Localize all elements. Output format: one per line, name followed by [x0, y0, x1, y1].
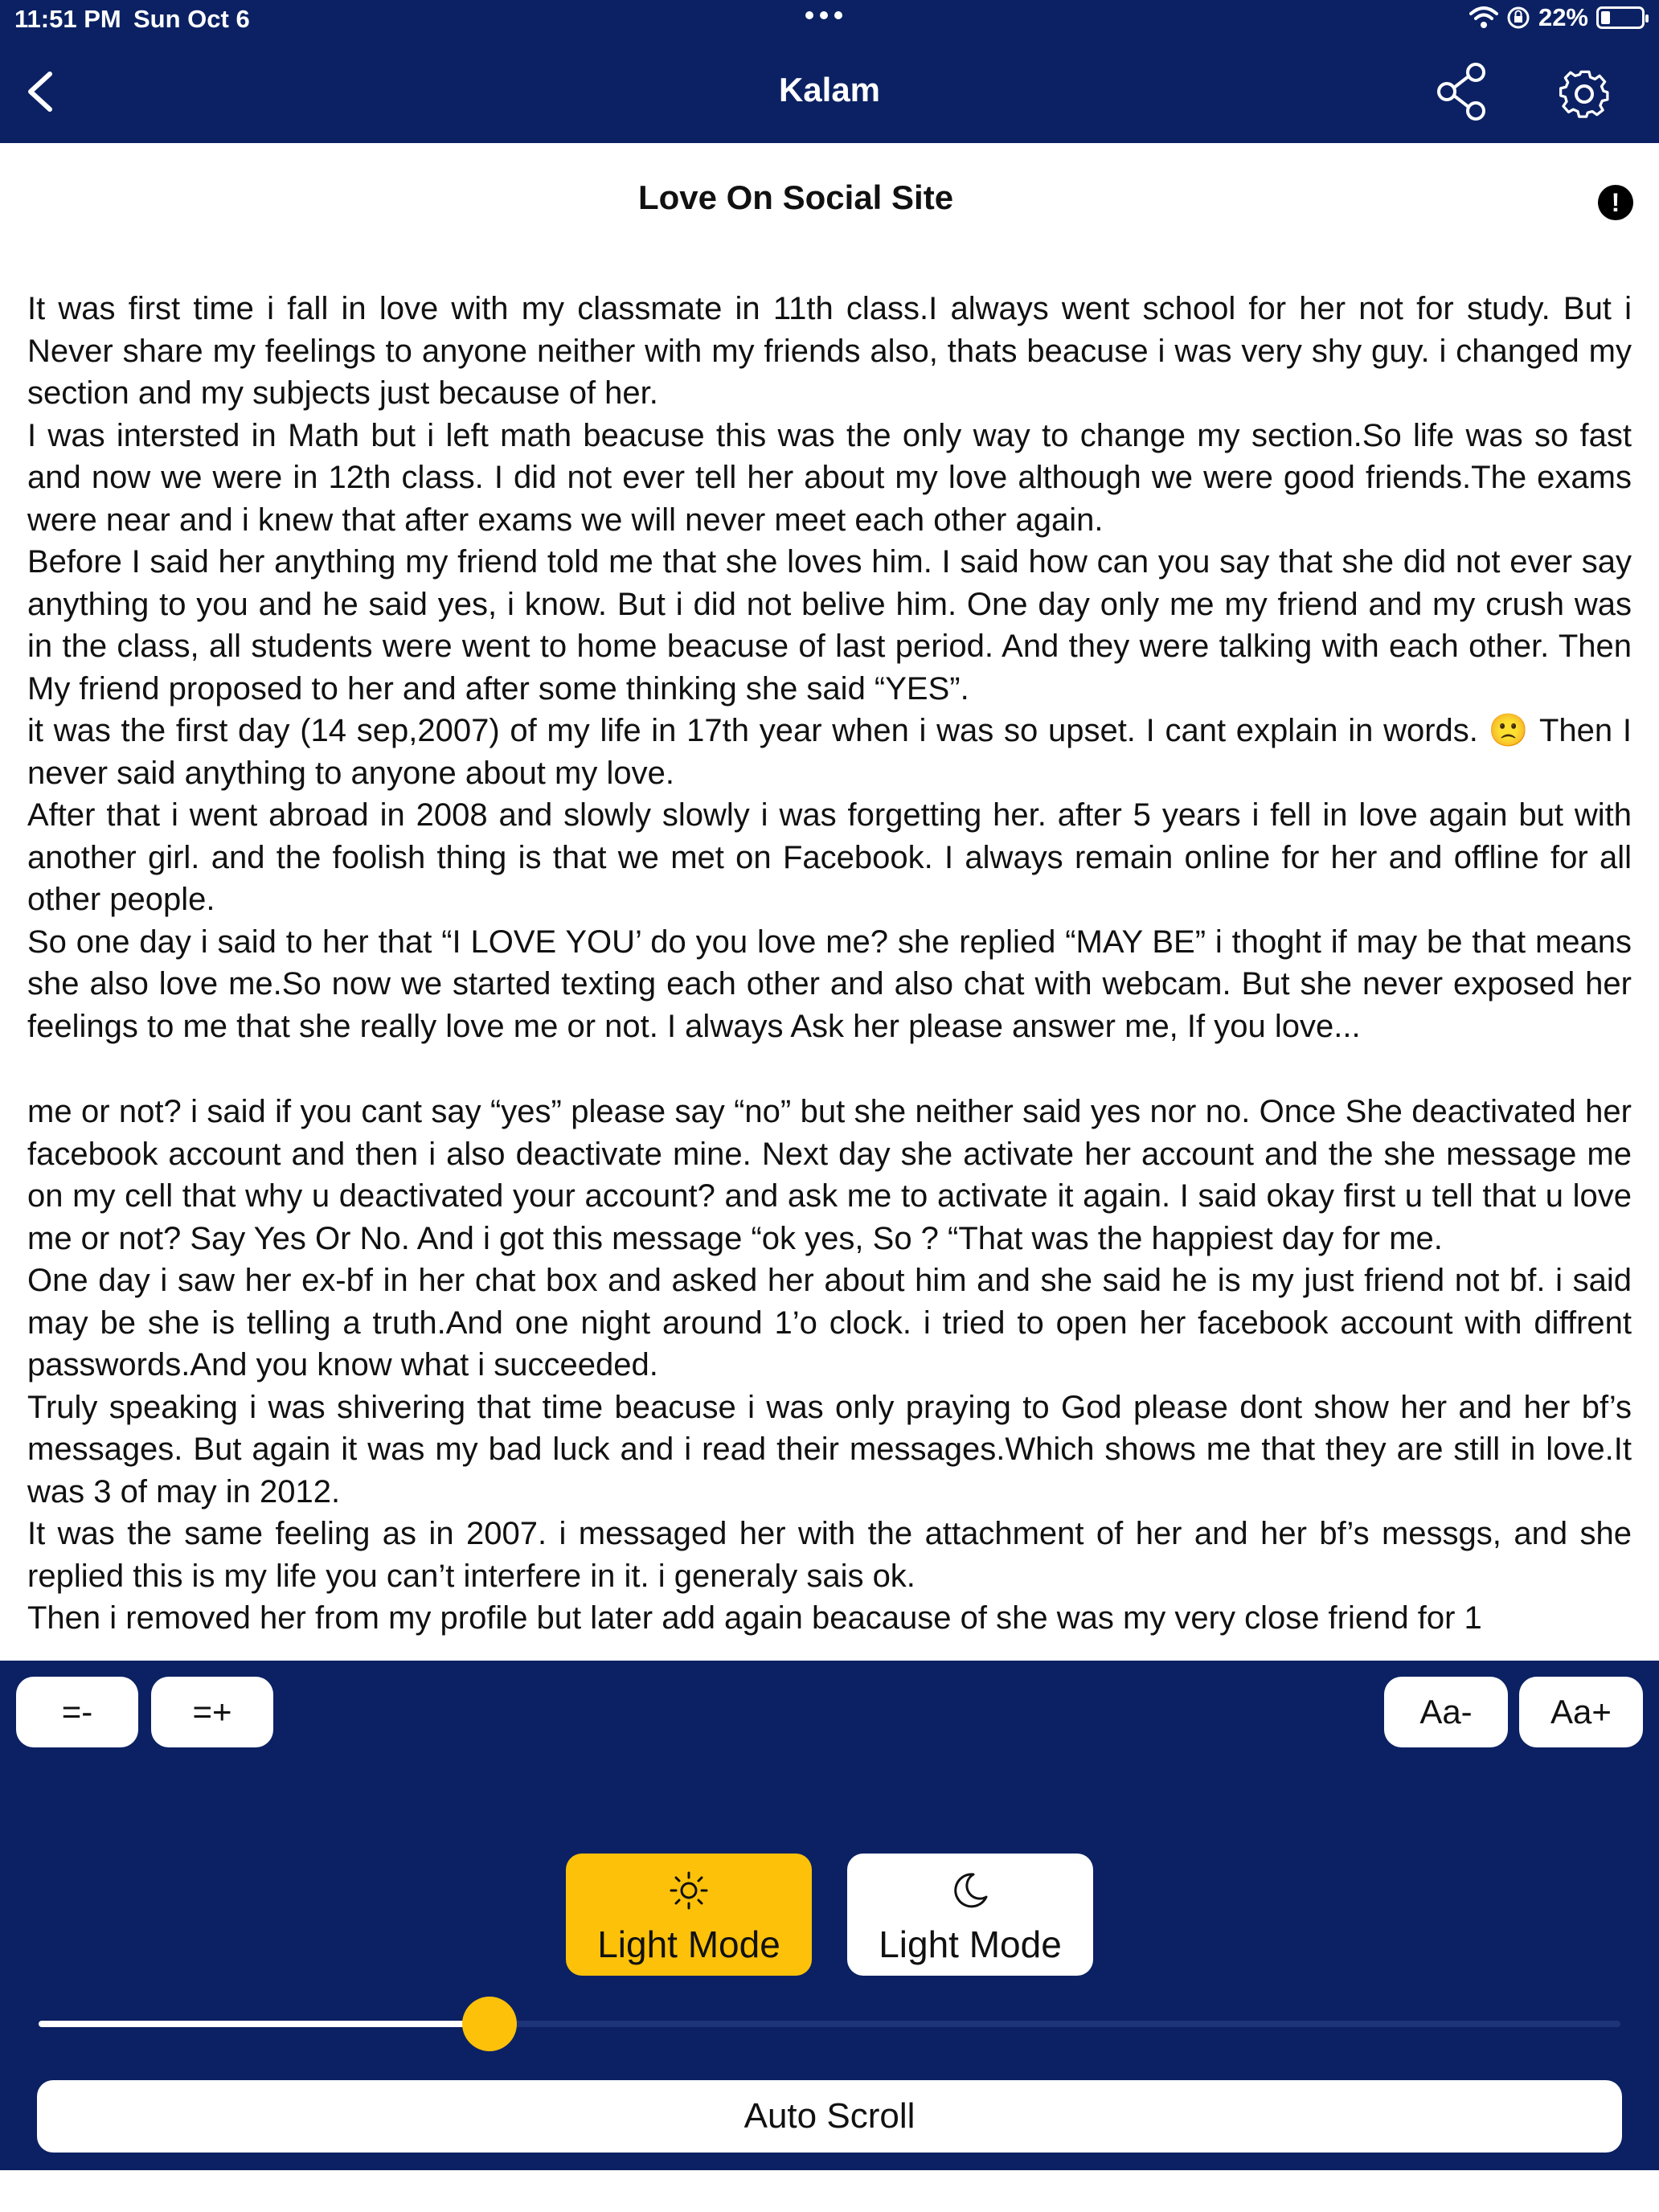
line-spacing-increase-button[interactable]: =+	[151, 1677, 273, 1747]
font-size-decrease-button[interactable]: Aa-	[1384, 1677, 1508, 1747]
battery-icon	[1596, 6, 1645, 29]
info-icon[interactable]: !	[1598, 185, 1633, 220]
paragraph-gap	[27, 1047, 1632, 1091]
dark-mode-button[interactable]	[847, 1854, 1093, 1976]
article-paragraph: Then i removed her from my profile but later add again beacause of she was my very close friend for 1	[27, 1600, 1482, 1636]
orientation-lock-icon	[1506, 6, 1530, 30]
font-size-increase-button[interactable]: Aa+	[1519, 1677, 1643, 1747]
article-body[interactable]	[27, 288, 1632, 1656]
article-paragraph: After that i went abroad in 2008 and slowly slowly i was forgetting her. after 5 years i fell in love again but with another girl. and the foolish thing is that we met on Facebook. I always remain online for her and offline for all other people.	[27, 797, 1632, 917]
dark-mode-label: Light Mode	[879, 1923, 1062, 1965]
brightness-slider-fill	[39, 2021, 490, 2027]
multitasking-dots-icon[interactable]	[805, 11, 842, 19]
battery-percent: 22%	[1538, 3, 1588, 31]
app-title: Kalam	[778, 71, 881, 109]
article-paragraph: it was the first day (14 sep,2007) of my life in 17th year when i was so upset. I cant explain in words. 🙁 Then I never said anything to anyone about my love.	[27, 713, 1632, 791]
wifi-icon	[1469, 6, 1498, 30]
article-paragraph: So one day i said to her that “I LOVE YOU’ do you love me? she replied “MAY BE” i thoght if may be that means she also love me.So now we started texting each other and also chat with webcam. But she never exposed her feelings to me that she really love me or not. I always Ask her please answer me, If you love...	[27, 924, 1632, 1044]
battery-fill	[1601, 11, 1610, 24]
status-date: Sun Oct 6	[133, 5, 250, 33]
gear-icon[interactable]	[1556, 61, 1614, 122]
light-mode-label: Light Mode	[597, 1923, 780, 1965]
brightness-slider-thumb[interactable]	[462, 1997, 517, 2051]
home-indicator-area	[0, 2170, 1659, 2212]
article-paragraph: I was intersted in Math but i left math beacuse this was the only way to change my section.So life was so fast and now we were in 12th class. I did not ever tell her about my love although we were good friends.The exams were near and i knew that after exams we will never meet each other again.	[27, 417, 1632, 538]
share-icon[interactable]	[1434, 61, 1489, 122]
moon-icon	[949, 1870, 991, 1911]
article-paragraph: Before I said her anything my friend told me that she loves him. I said how can you say that she did not ever say anything to you and he said yes, i know. But i did not belive him. One day only me my friend and my crush was in the class, all students were went to home beacuse of last period. And they were talking with each other. Then My friend proposed to her and after some thinking she said “YES”.	[27, 544, 1632, 707]
article-paragraph: It was first time i fall in love with my classmate in 11th class.I always went school for her not for study. But i Never share my feelings to anyone neither with my friends also, thats beacuse i was very shy guy. i changed my section and my subjects just because of her.	[27, 291, 1632, 411]
article-paragraph: me or not? i said if you cant say “yes” please say “no” but she neither said yes nor no. Once She deactivated her facebook account and then i also deactivate mine. Next day she activate her account and the she message me on my cell that why u deactivated your account? and ask me to activate it again. I said okay first u tell that u love me or not? Say Yes Or No. And i got this message “ok yes, So ? “That was the happiest day for me.	[27, 1094, 1632, 1256]
brightness-slider[interactable]	[39, 2021, 1620, 2027]
reader-controls-panel	[0, 1661, 1659, 2170]
article-paragraph: Truly speaking i was shivering that time beacuse i was only praying to God please dont show her and her bf’s messages. But again it was my bad luck and i read their messages.Which shows me that they are still in love.It was 3 of may in 2012.	[27, 1389, 1632, 1509]
auto-scroll-button[interactable]: Auto Scroll	[37, 2080, 1622, 2153]
status-right	[1469, 3, 1645, 32]
line-spacing-decrease-button[interactable]: =-	[16, 1677, 138, 1747]
status-time: 11:51 PM	[14, 5, 121, 33]
sun-icon	[668, 1870, 710, 1911]
article-title: Love On Social Site	[637, 178, 954, 216]
light-mode-button[interactable]	[566, 1854, 812, 1976]
top-bar	[0, 0, 1659, 143]
article-paragraph: It was the same feeling as in 2007. i messaged her with the attachment of her and her bf’s messgs, and she replied this is my life you can’t interfere in it. i generaly sais ok.	[27, 1516, 1632, 1594]
article-paragraph: One day i saw her ex-bf in her chat box and asked her about him and she said he is my just friend not bf. i said may be she is telling a truth.And one night around 1’o clock. i tried to open her facebook account with diffrent passwords.And you know what i succeeded.	[27, 1263, 1632, 1382]
